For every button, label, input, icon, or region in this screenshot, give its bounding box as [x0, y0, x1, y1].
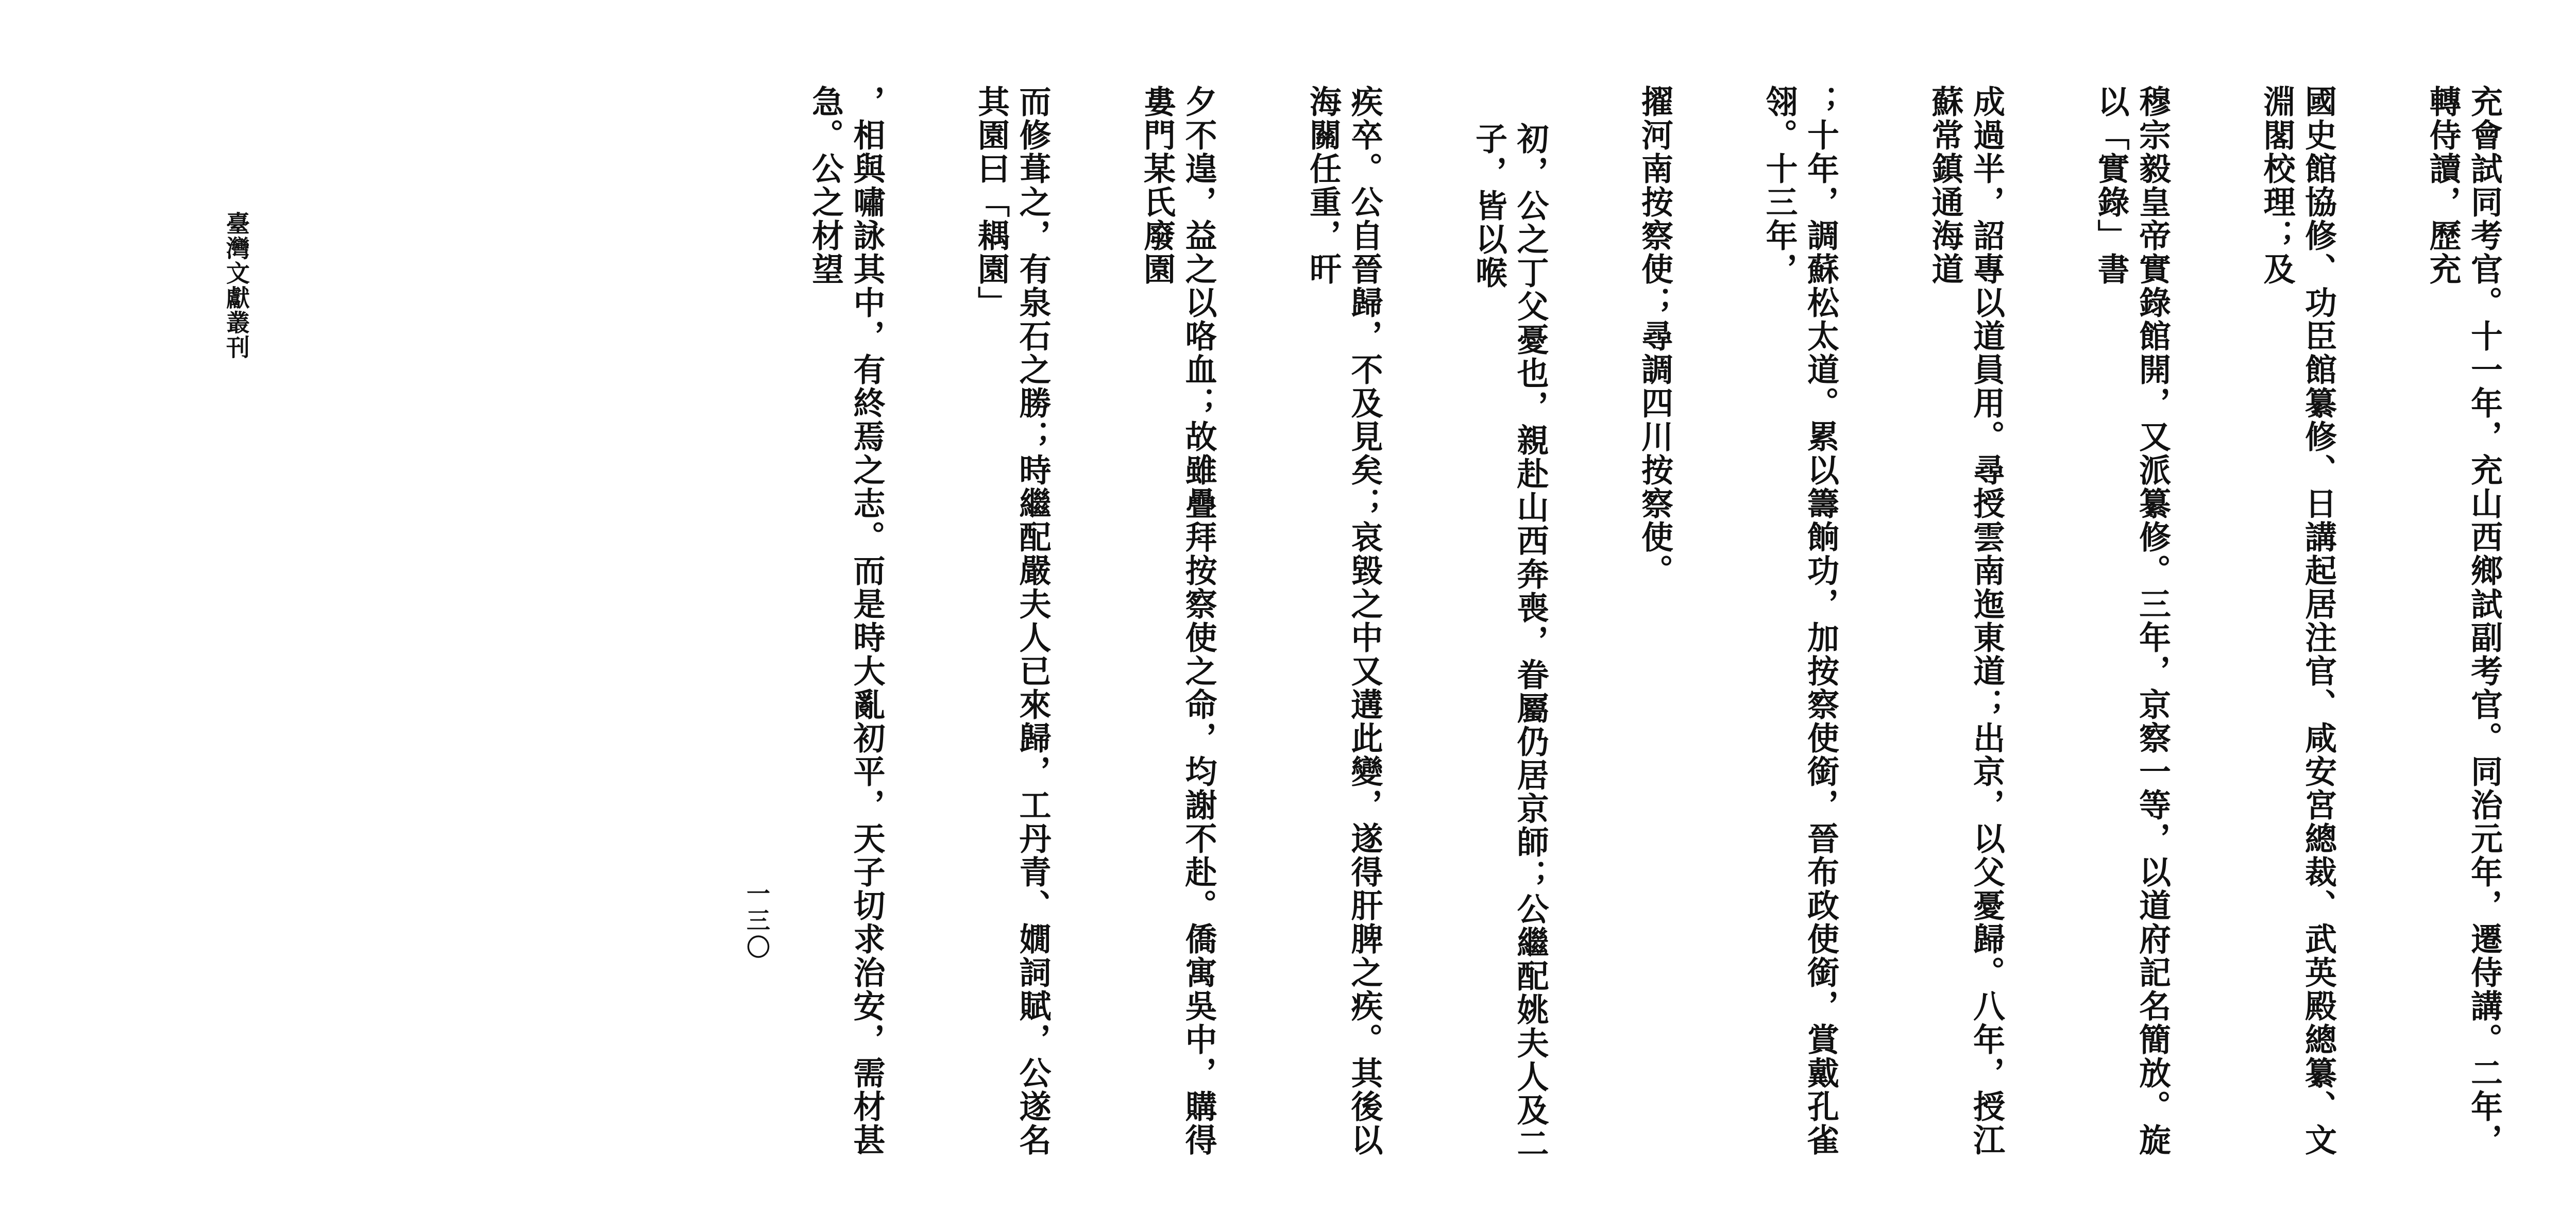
text-column: 而修葺之，有泉石之勝；時繼配嚴夫人已來歸，工丹青、嫺詞賦，公遂名其園曰「耦園」 [972, 85, 1052, 1157]
text-column: ，相與嘯詠其中，有終焉之志。而是時大亂初平，天子切求治安，需材甚急。公之材望 [806, 85, 886, 1157]
text-column: ；十年，調蘇松太道。累以籌餉功，加按察使銜，晉布政使銜，賞戴孔雀翎。十三年， [1760, 85, 1840, 1157]
text-column: 國史館協修、功臣館纂修、日講起居注官、咸安宮總裁、武英殿總纂、文淵閣校理；及 [2258, 85, 2337, 1157]
text-column: 成過半，詔專以道員用。尋授雲南迤東道；出京，以父憂歸。八年，授江蘇常鎮通海道 [1926, 85, 2006, 1157]
text-column: 擢河南按察使；尋調四川按察使。 [1636, 85, 1674, 587]
text-column: 充會試同考官。十一年，充山西鄉試副考官。同治元年，遷侍講。二年，轉侍讀，歷充 [2424, 85, 2503, 1157]
text-column: 夕不遑，益之以咯血；故雖疊拜按察使之命，均謝不赴。僑寓吳中，購得婁門某氏廢園 [1138, 85, 1217, 1157]
text-column: 穆宗毅皇帝實錄館開，又派纂修。三年，京察一等，以道府記名簡放。旋以「實錄」書 [2092, 85, 2172, 1157]
page-number: 一三〇 [743, 881, 771, 962]
body-text [721, 85, 2576, 1188]
running-header-title: 臺灣文獻叢刊 [223, 211, 250, 360]
text-column: 初，公之丁父憂也，親赴山西奔喪，眷屬仍居京師；公繼配姚夫人及二子，皆以喉 [1470, 122, 1549, 1160]
text-column: 疾卒。公自晉歸，不及見矣；哀毀之中又遘此變，遂得肝脾之疾。其後以海關任重，旰 [1304, 85, 1383, 1157]
